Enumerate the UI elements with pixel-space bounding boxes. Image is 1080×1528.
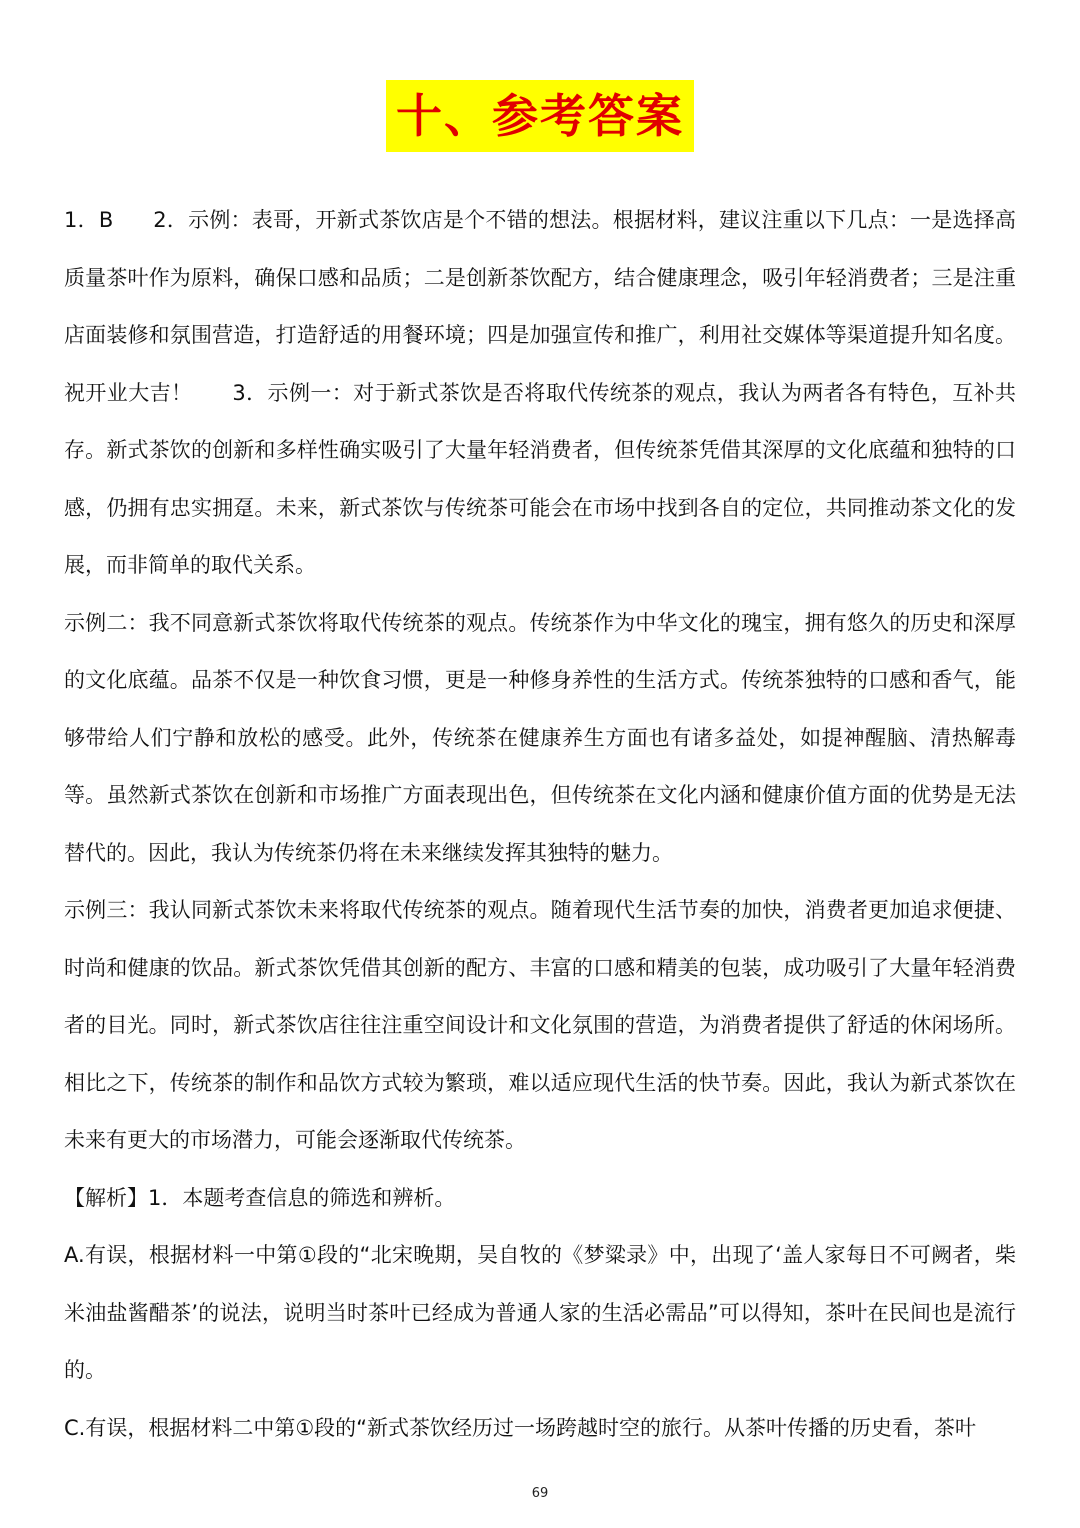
answer-3-example-2: 示例二：我不同意新式茶饮将取代传统茶的观点。传统茶作为中华文化的瑰宝，拥有悠久的历史和深厚的文化底蕴。品茶不仅是一种饮食习惯，更是一种修身养性的生活方式。传统茶独特的口感和香气，能够带给人们宁静和放松的感受。此外，传统茶在健康养生方面也有诸多益处，如提神醒脑、清热解毒等。虽然新式茶饮在创新和市场推广方面表现出色，但传统茶在文化内涵和健康价值方面的优势是无法替代的。因此，我认为传统茶仍将在未来继续发挥其独特的魅力。 bbox=[64, 610, 1016, 865]
analysis-option-c: C.有误，根据材料二中第①段的“新式茶饮经历过一场跨越时空的旅行。从茶叶传播的历史看，茶叶 bbox=[64, 1415, 977, 1440]
title-area bbox=[0, 80, 1080, 152]
analysis-heading: 【解析】1．本题考查信息的筛选和辨析。 bbox=[64, 1185, 456, 1210]
page-number: 69 bbox=[531, 1486, 549, 1501]
answer-1: 1．B bbox=[64, 208, 114, 232]
analysis-option-a: A.有误，根据材料一中第①段的“北宋晚期，吴自牧的《梦粱录》中，出现了‘盖人家每日不可阙者，柴米油盐酱醋茶’的说法，说明当时茶叶已经成为普通人家的生活必需品”可以得知，茶叶在民间也是流行的。 bbox=[64, 1243, 1016, 1382]
answer-2: 2．示例：表哥，开新式茶饮店是个不错的想法。根据材料，建议注重以下几点：一是选择高质量茶叶作为原料，确保口感和品质；二是创新茶饮配方，结合健康理念，吸引年轻消费者；三是注重店面装修和氛围营造，打造舒适的用餐环境；四是加强宣传和推广，利用社交媒体等渠道提升知名度。祝开业大吉！ bbox=[64, 208, 1016, 405]
answer-paragraph-1 bbox=[64, 192, 1016, 595]
answer-content bbox=[64, 192, 1016, 1457]
answer-3-example-1: 3．示例一：对于新式茶饮是否将取代传统茶的观点，我认为两者各有特色，互补共存。新式茶饮的创新和多样性确实吸引了大量年轻消费者，但传统茶凭借其深厚的文化底蕴和独特的口感，仍拥有忠实拥趸。未来，新式茶饮与传统茶可能会在市场中找到各自的定位，共同推动茶文化的发展，而非简单的取代关系。 bbox=[64, 380, 1017, 577]
answer-3-example-3: 示例三：我认同新式茶饮未来将取代传统茶的观点。随着现代生活节奏的加快，消费者更加追求便捷、时尚和健康的饮品。新式茶饮凭借其创新的配方、丰富的口感和精美的包装，成功吸引了大量年轻消费者的目光。同时，新式茶饮店往往注重空间设计和文化氛围的营造，为消费者提供了舒适的休闲场所。相比之下，传统茶的制作和品饮方式较为繁琐，难以适应现代生活的快节奏。因此，我认为新式茶饮在未来有更大的市场潜力，可能会逐渐取代传统茶。 bbox=[64, 898, 1016, 1152]
page-title: 十、参考答案 bbox=[386, 80, 694, 152]
